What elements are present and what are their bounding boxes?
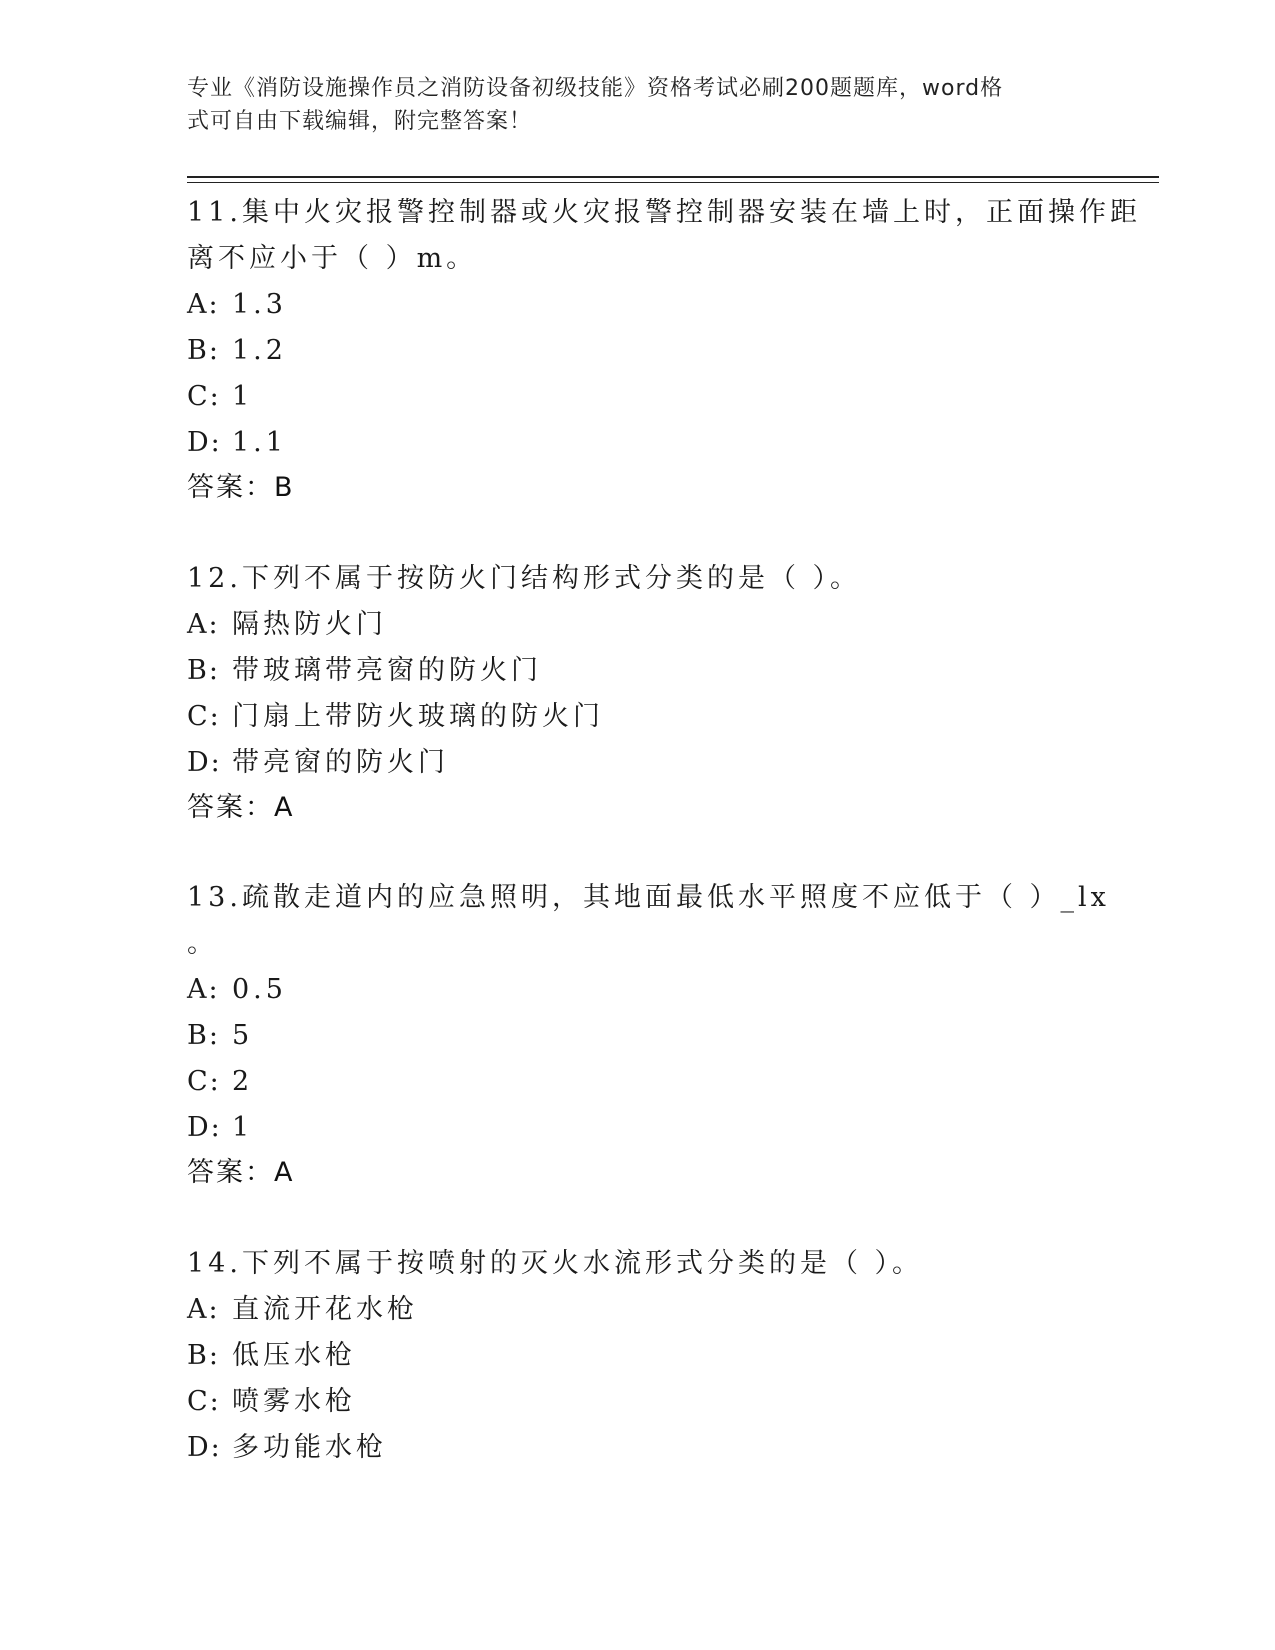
option-b [187,1013,1087,1059]
option-key: D: [187,427,222,458]
option-text: 门扇上带防火玻璃的防火门 [232,701,604,732]
option-text: 带玻璃带亮窗的防火门 [232,655,542,686]
option-text: 低压水枪 [232,1340,356,1371]
option-key: A: [187,609,220,640]
option-d [187,1105,1087,1151]
option-key: C: [187,701,221,732]
question-stem: 12.下列不属于按防火门结构形式分类的是（ ）。 [187,563,862,594]
option-text: 2 [232,1066,254,1097]
answer-line: 答案：A [187,1157,295,1188]
option-key: C: [187,1386,221,1417]
option-text: 隔热防火门 [232,609,387,640]
question-14 [187,1241,1087,1471]
option-text: 1 [232,381,254,412]
option-key: A: [187,289,220,320]
header-divider-thin [187,182,1159,183]
option-d [187,740,1087,786]
option-text: 多功能水枪 [232,1432,387,1463]
option-d [187,420,1087,466]
option-a [187,967,1087,1013]
option-text: 1.2 [232,335,287,366]
option-key: A: [187,974,220,1005]
option-key: B: [187,655,220,686]
option-text: 直流开花水枪 [232,1294,418,1325]
option-key: D: [187,1432,222,1463]
option-c [187,694,1087,740]
option-text: 1.1 [232,427,287,458]
question-stem: 11.集中火灾报警控制器或火灾报警控制器安装在墙上时，正面操作距 [187,197,1141,228]
header-divider [187,176,1159,178]
question-12 [187,556,1087,830]
option-b [187,648,1087,694]
option-a [187,602,1087,648]
answer-line: 答案：B [187,472,295,503]
option-key: A: [187,1294,220,1325]
option-d [187,1425,1087,1471]
option-text: 带亮窗的防火门 [232,747,449,778]
header-line: 式可自由下载编辑，附完整答案！ [187,109,533,134]
answer-line: 答案：A [187,792,295,823]
option-key: D: [187,747,222,778]
option-key: B: [187,1340,220,1371]
question-stem: 14.下列不属于按喷射的灭火水流形式分类的是（ ）。 [187,1248,924,1279]
option-a [187,1287,1087,1333]
header-line: 专业《消防设施操作员之消防设备初级技能》资格考试必刷200题题库，word格 [187,76,1004,101]
option-text: 1 [232,1112,254,1143]
option-key: C: [187,1066,221,1097]
option-text: 1.3 [232,289,287,320]
option-text: 0.5 [232,974,287,1005]
option-a [187,282,1087,328]
question-stem: 离不应小于（ ）m。 [187,243,478,274]
option-text: 5 [232,1020,254,1051]
option-key: D: [187,1112,222,1143]
option-key: B: [187,335,220,366]
question-13 [187,875,1110,1195]
option-c [187,1379,1087,1425]
option-text: 喷雾水枪 [232,1386,356,1417]
option-b [187,328,1087,374]
option-b [187,1333,1087,1379]
document-header [187,72,1067,138]
option-c [187,374,1087,420]
option-key: B: [187,1020,220,1051]
option-c [187,1059,1087,1105]
question-11 [187,190,1141,510]
option-key: C: [187,381,221,412]
question-stem: 13.疏散走道内的应急照明，其地面最低水平照度不应低于（ ）_lx [187,882,1110,913]
question-stem: 。 [187,928,218,959]
